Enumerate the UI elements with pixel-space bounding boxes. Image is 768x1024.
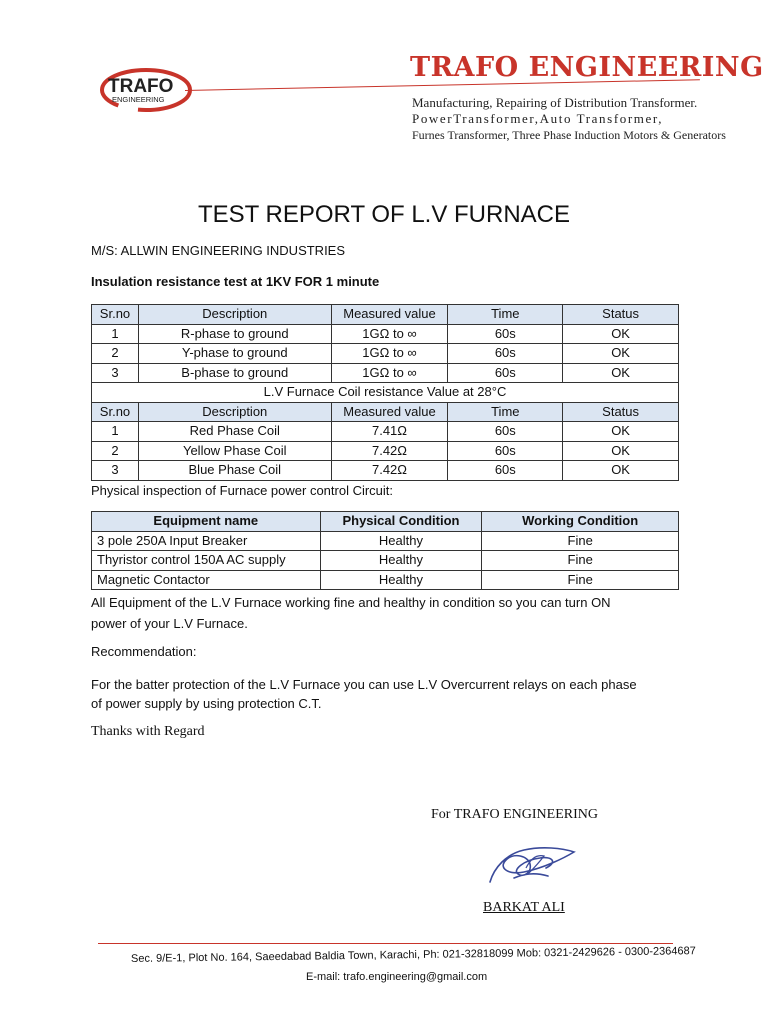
table-cell: OK [563,422,679,442]
footer-divider [98,943,673,944]
table-cell: OK [563,441,679,461]
table-cell: 7.42Ω [331,461,448,481]
trafo-logo [98,58,198,118]
table-cell: 60s [448,441,563,461]
table-cell: Magnetic Contactor [92,570,321,590]
table-cell: OK [563,324,679,344]
table-row [92,422,679,442]
closing-text: Thanks with Regard [91,724,205,739]
table-row [92,324,679,344]
physical-inspection-table [91,511,679,590]
table-cell: 60s [448,324,563,344]
table-cell: 1 [92,422,139,442]
column-header: Time [448,402,563,422]
table-cell: 3 pole 250A Input Breaker [92,531,321,551]
conclusion-line-2: power of your L.V Furnace. [91,616,248,631]
column-header: Physical Condition [320,512,482,532]
table-cell: 60s [448,363,563,383]
recommendation-label: Recommendation: [91,644,197,659]
table-row [92,344,679,364]
column-header: Working Condition [482,512,679,532]
table-cell: 60s [448,461,563,481]
recommendation-paragraph [91,675,637,713]
table-cell: Healthy [320,570,482,590]
table-cell: R-phase to ground [138,324,331,344]
table-cell: Blue Phase Coil [138,461,331,481]
logo-subtext: ENGINEERING [112,95,165,104]
client-name: M/S: ALLWIN ENGINEERING INDUSTRIES [91,243,346,258]
footer-email: E-mail: trafo.engineering@gmail.com [306,971,488,983]
table-cell: Healthy [320,531,482,551]
recommendation-line-1: For the batter protection of the L.V Furnace you can use L.V Overcurrent relays on each phase [91,677,637,692]
table-section-row [92,383,679,403]
table-header-row [92,402,679,422]
conclusion-paragraph [91,592,611,634]
table-cell: 2 [92,344,139,364]
insulation-test-heading: Insulation resistance test at 1KV FOR 1 minute [91,274,380,289]
table-cell: Y-phase to ground [138,344,331,364]
table-row [92,363,679,383]
column-header: Status [563,305,679,325]
column-header: Measured value [331,305,448,325]
footer-address: Sec. 9/E-1, Plot No. 164, Saeedabad Baldia Town, Karachi, Ph: 021-32818099 Mob: 0321-2429626 - 0300-2364687 [130,945,696,965]
table-cell: 60s [448,344,563,364]
table-row [92,461,679,481]
signer-name: BARKAT ALI [483,900,565,915]
column-header: Sr.no [92,402,139,422]
table-cell: 3 [92,461,139,481]
column-header: Description [138,305,331,325]
tagline-3: Furnes Transformer, Three Phase Induction Motors & Generators [412,128,726,142]
table-cell: Fine [482,551,679,571]
tagline-1: Manufacturing, Repairing of Distribution Transformer. [412,95,698,110]
table-cell: Thyristor control 150A AC supply [92,551,321,571]
table-row [92,441,679,461]
column-header: Time [448,305,563,325]
table-cell: OK [563,363,679,383]
table-cell: Fine [482,570,679,590]
column-header: Sr.no [92,305,139,325]
column-header: Status [563,402,679,422]
table-cell: 60s [448,422,563,442]
resistance-test-table [91,304,679,481]
column-header: Measured value [331,402,448,422]
table-row [92,570,679,590]
handwritten-signature [484,838,580,890]
table-cell: 7.41Ω [331,422,448,442]
table-row [92,551,679,571]
recommendation-line-2: of power supply by using protection C.T. [91,696,322,711]
table-cell: 1GΩ to ∞ [331,344,448,364]
column-header: Equipment name [92,512,321,532]
table-cell: Red Phase Coil [138,422,331,442]
table-cell: 1GΩ to ∞ [331,324,448,344]
table-header-row [92,512,679,532]
table-cell: Fine [482,531,679,551]
logo-text: TRAFO [108,76,174,97]
for-company-text: For TRAFO ENGINEERING [431,807,598,822]
table-cell: B-phase to ground [138,363,331,383]
table-cell: 1GΩ to ∞ [331,363,448,383]
table-cell: Healthy [320,551,482,571]
table-cell: 1 [92,324,139,344]
table-cell: 2 [92,441,139,461]
table-cell: 7.42Ω [331,441,448,461]
table-header-row [92,305,679,325]
company-name: TRAFO ENGINEERING [410,52,764,83]
table-cell: OK [563,461,679,481]
column-header: Description [138,402,331,422]
table-cell: OK [563,344,679,364]
table-row [92,531,679,551]
physical-inspection-heading: Physical inspection of Furnace power control Circuit: [91,483,394,498]
report-title: TEST REPORT OF L.V FURNACE [197,201,571,228]
table-cell: Yellow Phase Coil [138,441,331,461]
table-cell: 3 [92,363,139,383]
coil-resistance-label: L.V Furnace Coil resistance Value at 28°C [92,383,679,403]
conclusion-line-1: All Equipment of the L.V Furnace working fine and healthy in condition so you can turn ON [91,595,611,610]
tagline-2: PowerTransformer,Auto Transformer, [412,111,664,126]
